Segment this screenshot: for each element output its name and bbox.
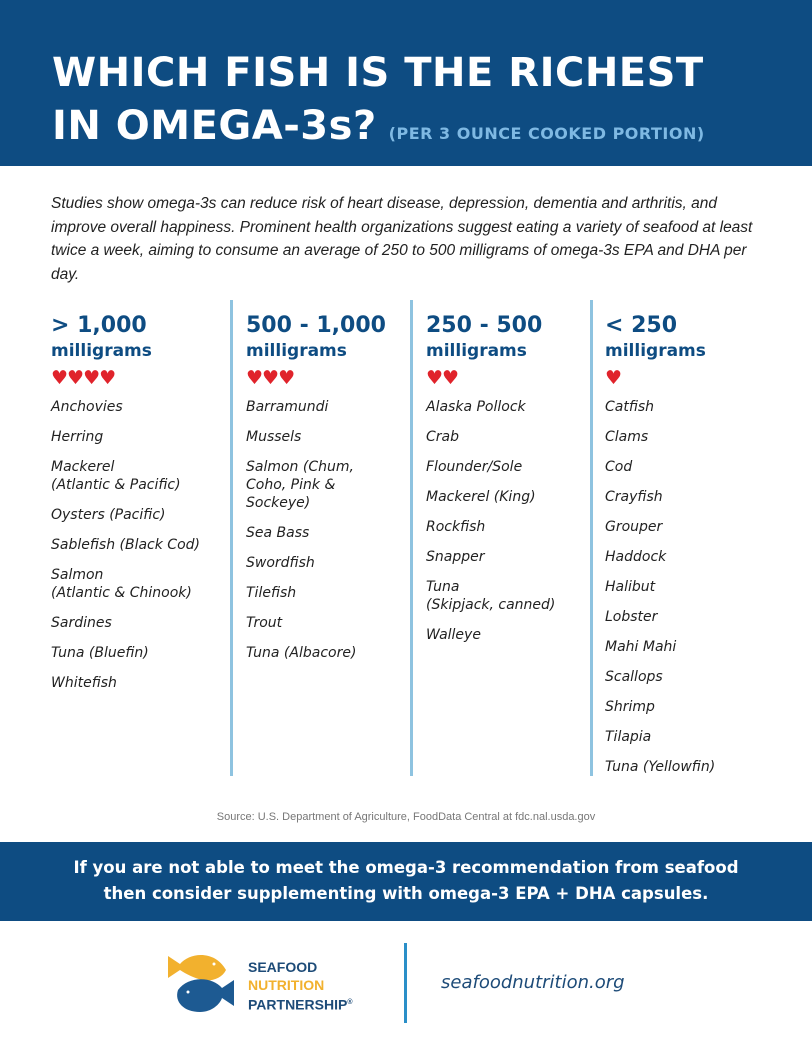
banner-line-2: then consider supplementing with omega-3 EPA + DHA capsules. [103,884,709,903]
heart-icons: ♥ [605,367,622,389]
unit-label: milligrams [246,341,347,361]
fish-item: Herring [51,429,104,445]
heart-icons: ♥♥♥♥ [51,367,116,389]
fish-logo-icon [160,950,240,1014]
title-line-2: IN OMEGA-3s? [52,103,377,149]
logo-line-1: SEAFOOD [248,959,318,975]
page-title [52,47,705,160]
title-line-1: WHICH FISH IS THE RICHEST [52,50,704,96]
fish-item: Salmon (Atlantic & Chinook) [51,567,192,601]
fish-item: Anchovies [51,399,123,415]
fish-item: Mackerel (Atlantic & Pacific) [51,459,181,493]
source-note: Source: U.S. Department of Agriculture, FoodData Central at fdc.nal.usda.gov [216,811,596,823]
fish-item: Catfish [605,399,655,415]
range-heading: < 250 [605,313,678,338]
unit-label: milligrams [426,341,527,361]
header-banner [0,0,812,166]
fish-item: Sea Bass [246,525,310,541]
fish-item: Flounder/Sole [426,459,523,475]
fish-item: Swordfish [246,555,315,571]
fish-item: Mussels [246,429,302,445]
heart-icons: ♥♥♥ [246,367,295,389]
fish-item: Haddock [605,549,667,565]
fish-item: Tuna (Albacore) [246,645,357,661]
fish-item: Tuna (Bluefin) [51,645,149,661]
unit-label: milligrams [605,341,706,361]
fish-item: Tuna (Yellowfin) [605,759,716,775]
heart-icons: ♥♥ [426,367,459,389]
fish-item: Mahi Mahi [605,639,677,655]
omega-column [246,312,421,674]
fish-item: Crab [426,429,459,445]
fish-item: Tilapia [605,729,652,745]
fish-item: Sardines [51,615,112,631]
subtitle: (PER 3 OUNCE COOKED PORTION) [388,124,705,143]
fish-item: Scallops [605,669,663,685]
range-heading: > 1,000 [51,313,147,338]
fish-item: Trout [246,615,283,631]
fish-item: Cod [605,459,633,475]
banner-line-1: If you are not able to meet the omega-3 recommendation from seafood [73,858,739,877]
range-heading: 500 - 1,000 [246,313,386,338]
fish-item: Grouper [605,519,663,535]
logo-text [248,958,352,1014]
fish-item: Sablefish (Black Cod) [51,537,200,553]
footer-divider [404,943,407,1023]
intro-text: Studies show omega-3s can reduce risk of heart disease, depression, dementia and arthritis, and improve overall happiness. Prominent health organizations suggest eating a variety of seafood at least twice a week, aiming to consume an average of 250 to 500 milligrams of omega-3s EPA and DHA per day. [51,195,753,283]
fish-item: Crayfish [605,489,663,505]
fish-item: Lobster [605,609,658,625]
fish-item: Snapper [426,549,485,565]
fish-item: Mackerel (King) [426,489,536,505]
fish-item: Oysters (Pacific) [51,507,166,523]
unit-label: milligrams [51,341,152,361]
omega-column [605,312,780,788]
fish-item: Shrimp [605,699,655,715]
fish-item: Halibut [605,579,656,595]
fish-item: Walleye [426,627,481,643]
column-divider [230,300,233,776]
fish-item: Clams [605,429,649,445]
range-heading: 250 - 500 [426,313,543,338]
fish-item: Whitefish [51,675,117,691]
omega-column [426,312,601,656]
logo-line-3: PARTNERSHIP [248,996,348,1013]
fish-item: Barramundi [246,399,329,415]
fish-item: Tuna (Skipjack, canned) [426,579,556,613]
registered-mark: ® [347,999,353,1006]
fish-item: Rockfish [426,519,486,535]
website-link[interactable]: seafoodnutrition.org [441,972,625,993]
recommendation-banner [0,842,812,921]
omega-column [51,312,226,704]
fish-item: Alaska Pollock [426,399,526,415]
logo-line-2: NUTRITION [248,977,325,993]
fish-item: Salmon (Chum, Coho, Pink & Sockeye) [246,459,354,511]
fish-item: Tilefish [246,585,297,601]
